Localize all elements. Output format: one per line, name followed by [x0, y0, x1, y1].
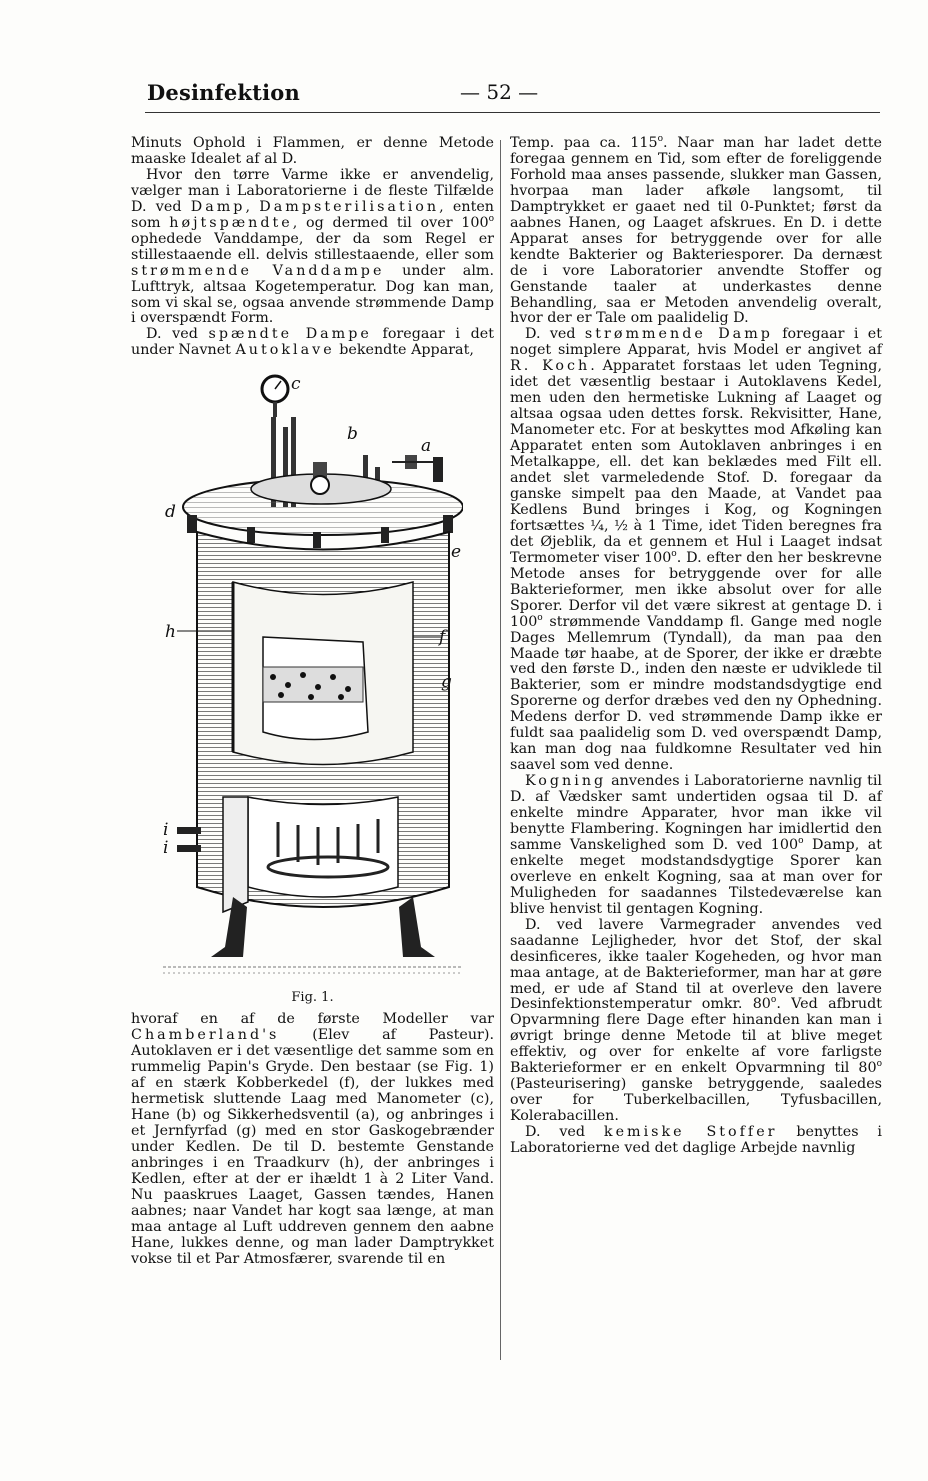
- paragraph: Hvor den tørre Varme ikke er anvendelig, vælger man i Laboratorierne i de fleste Tilfælde D. ved Damp, Dampsterilisation, enten som højtspændte, og dermed til over 100$^o$ ophedede Vanddampe, der da som Regel er stillestaaende ell. delvis stillestaaende, eller som strømmende Vanddampe under alm. Lufttryk, altsaa Kogetemperatur. Dog kan man, som vi skal se, ogsaa anvende strømmende Damp i overspændt Form.: [131, 166, 495, 327]
- paragraph: hvoraf en af de første Modeller var Chamberland's (Elev af Pasteur). Autoklaven er i det væsentlige det samme som en rummelig Papin's Gryde. Den bestaar (se Fig. 1) af en stærk Kobberkedel (f), der lukkes med hermetisk sluttende Laag med Manometer (c), Hane (b) og Sikkerhedsventil (a), og anbringes i et Jernfyrfad (g) med en stor Gaskogebrænder under Kedlen. De til D. bestemte Genstande anbringes i en Traadkurv (h), der anbringes i Kedlen, efter at der er ihældt 1 à 2 Liter Vand. Nu paaskrues Laaget, Gassen tændes, Hanen aabnes; naar Vandet har kogt saa længe, at man maa antage al Luft uddreven gennem den aabne Hane, lukkes denne, og man lader Damptrykket vokse til et Par Atmosfærer, svarende til en: [131, 1011, 494, 1267]
- paragraph: D. ved spændte Dampe foregaar i det under Navnet Autoklave bekendte Apparat,: [131, 326, 495, 359]
- autoclave-illustration: [163, 367, 463, 987]
- label-f: f: [438, 627, 445, 648]
- left-column: [131, 136, 494, 1268]
- label-a: a: [420, 436, 431, 457]
- paragraph: D. ved lavere Varmegrader anvendes ved saadanne Lejligheder, hvor det Stof, der skal desinficeres, ikke taaler Kogeheden, og hvor man maa antage, at de Bakterieformer, man har at gøre med, er ude af Stand til at overleve den lavere Desinfektionstemperatur omkr. 80$^o$. Ved afbrudt Opvarmning flere Dage efter hinanden kan man i øvrigt bringe denne Metode til at blive meget effektiv, og over for enkelte af vore farligste Bakterieformer er en enkelt Opvarmning til 80$^o$ (Pasteurisering) ganske betryggende, saaledes over for Tuberkelbacillen, Tyfusbacillen, Kolerabacillen.: [510, 916, 882, 1125]
- paragraph: Kogning anvendes i Laboratorierne navnlig til D. af Vædsker samt undertiden ogsaa til D. af enkelte mindre Apparater, hvor man ikke vil benytte Flambering. Kogningen har imidlertid den samme Vanskelighed som D. ved 100$^o$ Damp, at enkelte meget modstandsdygtige Sporer kan overleve en enkelt Kogning, saa at man over for Muligheden for saadannes Tilstedeværelse kan blive henvist til gentagen Kogning.: [510, 773, 882, 917]
- label-d: d: [164, 502, 176, 523]
- paragraph: Temp. paa ca. 115$^o$. Naar man har ladet dette foregaa gennem en Tid, som efter de foreliggende Forhold maa anses passende, slukker man Gassen, hvorpaa man lader afkøle langsomt, til Damptrykket er gaaet ned til 0-Punktet; først da aabnes Hanen, og Laaget afskrues. En D. i dette Apparat anses for betryggende over for alle kendte Bakterier og Bakteriesporer. Da dernæst de i vore Laboratorier anvendte Stoffer og Genstande taaler at underkastes denne Behandling, saa er Metoden anvendelig overalt, hvor der er Tale om paalidelig D.: [510, 134, 882, 327]
- figure-caption: Fig. 1.: [291, 990, 334, 1006]
- paragraph: D. ved strømmende Damp foregaar i et noget simplere Apparat, hvis Model er angivet af R. Koch. Apparatet forstaas let uden Tegning, idet det væsentlig bestaar i Autoklavens Kedel, men uden den hermetiske Lukning af Laaget og altsaa ogsaa uden dettes forsk. Rekvisitter, Hane, Manometer etc. For at beskyttes mod Afkøling kan Apparatet enten som Autoklaven anbringes i en Metalkappe, ell. det kan beklædes med Filt ell. andet slet varmeledende Stof. D. foregaar da ganske simpelt paa den Maade, at Vandet paa Kedlens Bund bringes i Kog, og Kogningen fortsættes ¼, ½ à 1 Time, idet Tiden beregnes fra det Øjeblik, da et gennem et Hul i Laaget indsat Termometer viser 100$^o$. D. efter den her beskrevne Metode anses for betryggende over for alle Bakterieformer, men ikke absolut over for alle Sporer. Derfor vil det være sikrest at gentage D. i 100$^o$ strømmende Vanddamp fl. Gange med nogle Dages Mellemrum (Tyndall), da man paa den Maade tør haabe, at de Sporer, der ikke er dræbte ved den første D., inden den næste er udviklede til Bakterier, som er mindre modstandsdygtige end Sporerne og derfor dræbes ved den ny Ophedning. Medens derfor D. ved strømmende Damp ikke er fuldt saa paalidelig som D. ved overspændt Damp, kan man dog naa fuldkomne Resultater ved hin saavel som ved denne.: [510, 326, 882, 774]
- label-g: g: [440, 672, 452, 693]
- label-i-upper: i: [162, 820, 168, 841]
- paragraph: Minuts Ophold i Flammen, er denne Metode maaske Idealet af al D.: [131, 135, 494, 167]
- autoclave-figure: [131, 367, 494, 1006]
- column-divider: [500, 140, 501, 1360]
- label-i-lower: i: [162, 838, 168, 859]
- right-column: [510, 136, 882, 1157]
- page-number: — 52 —: [460, 80, 539, 104]
- label-b: b: [346, 424, 358, 445]
- running-header-title: Desinfektion: [147, 80, 300, 105]
- paragraph: D. ved kemiske Stoffer benyttes i Laboratorierne ved det daglige Arbejde navnlig: [510, 1124, 882, 1157]
- label-c: c: [290, 374, 301, 395]
- header-rule: [145, 112, 880, 113]
- label-h: h: [164, 622, 176, 643]
- label-e: e: [450, 542, 461, 563]
